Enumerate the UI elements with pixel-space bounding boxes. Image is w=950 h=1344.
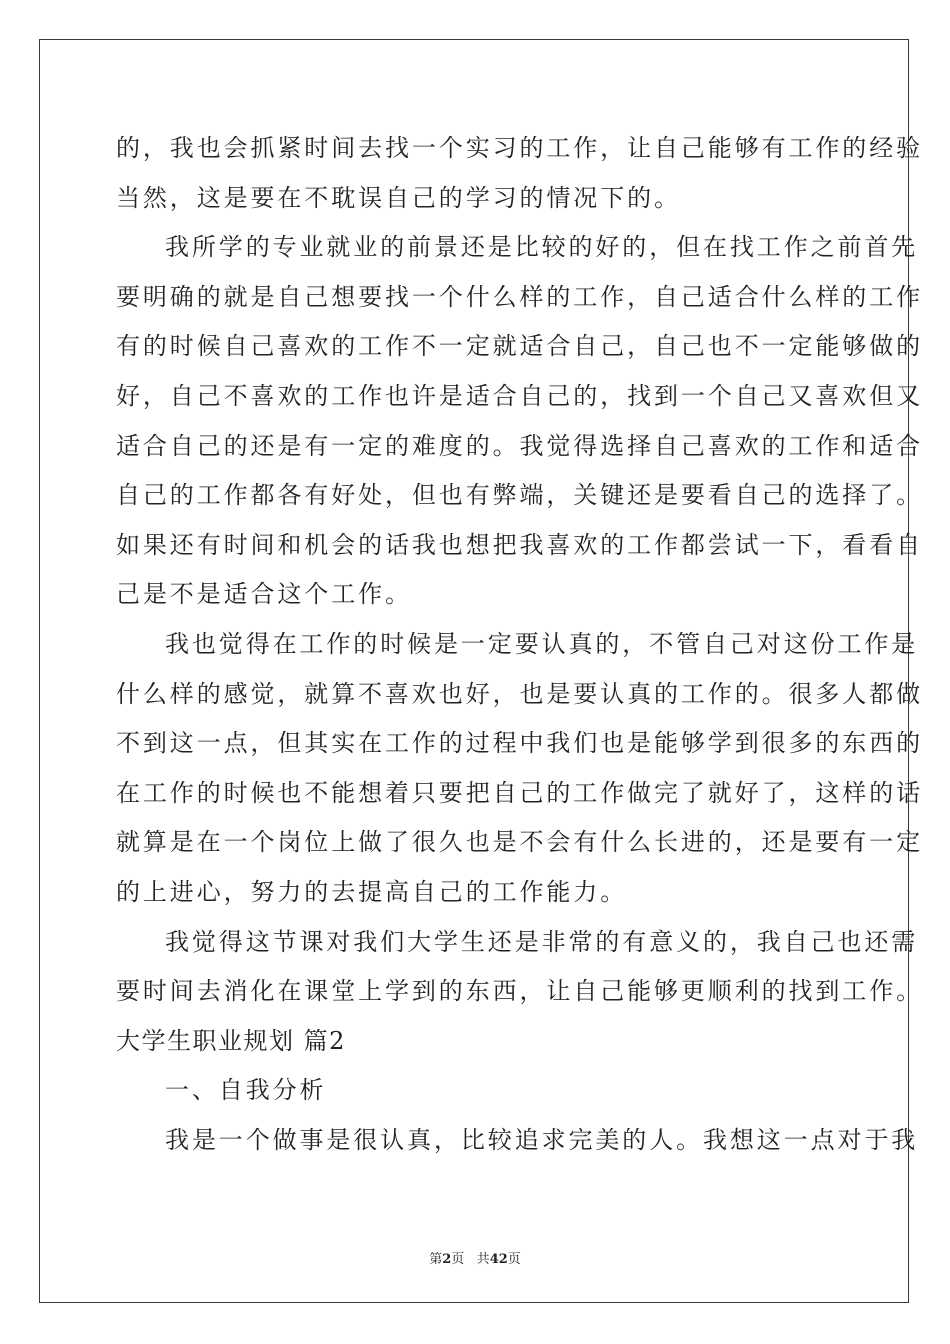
current-page-number: 2: [442, 1252, 452, 1267]
paragraph-start-line: 我所学的专业就业的前景还是比较的好的，但在找工作之前首先: [165, 233, 919, 262]
text-line: 适合自己的还是有一定的难度的。我觉得选择自己喜欢的工作和适合: [116, 431, 923, 460]
text-line: 己是不是适合这个工作。: [116, 580, 412, 609]
text-line: 不到这一点，但其实在工作的过程中我们也是能够学到很多的东西的: [116, 729, 923, 758]
text-line: 在工作的时候也不能想着只要把自己的工作做完了就好了，这样的话: [116, 778, 923, 807]
footer-prefix: 第: [429, 1252, 443, 1267]
text-line: 有的时候自己喜欢的工作不一定就适合自己，自己也不一定能够做的: [116, 332, 923, 361]
footer-total-prefix: 共: [476, 1252, 490, 1267]
section-heading: 大学生职业规划 篇2: [116, 1026, 346, 1055]
total-pages-number: 42: [489, 1252, 508, 1267]
text-line: 的上进心，努力的去提高自己的工作能力。: [116, 877, 628, 906]
text-line: 要明确的就是自己想要找一个什么样的工作，自己适合什么样的工作: [116, 282, 923, 311]
text-line: 什么样的感觉，就算不喜欢也好，也是要认真的工作的。很多人都做: [116, 679, 923, 708]
text-line: 自己的工作都各有好处，但也有弊端，关键还是要看自己的选择了。: [116, 481, 923, 510]
text-line: 就算是在一个岗位上做了很久也是不会有什么长进的，还是要有一定: [116, 828, 923, 857]
document-body: [116, 124, 923, 1165]
footer-total-suffix: 页: [507, 1252, 521, 1267]
page-footer: [0, 1248, 950, 1267]
text-line: 好，自己不喜欢的工作也许是适合自己的，找到一个自己又喜欢但又: [116, 381, 923, 410]
paragraph-start-line: 我是一个做事是很认真，比较追求完美的人。我想这一点对于我: [165, 1125, 919, 1154]
text-line: 当然，这是要在不耽误自己的学习的情况下的。: [116, 183, 681, 212]
paragraph-start-line: 我觉得这节课对我们大学生还是非常的有意义的，我自己也还需: [165, 927, 919, 956]
footer-page-word: 页: [451, 1252, 465, 1267]
text-line: 要时间去消化在课堂上学到的东西，让自己能够更顺利的找到工作。: [116, 977, 923, 1006]
paragraph-start-line: 我也觉得在工作的时候是一定要认真的，不管自己对这份工作是: [165, 629, 919, 658]
text-line: 的，我也会抓紧时间去找一个实习的工作，让自己能够有工作的经验: [116, 134, 923, 162]
subsection-heading: 一、自我分析: [165, 1076, 327, 1105]
text-line: 如果还有时间和机会的话我也想把我喜欢的工作都尝试一下，看看自: [116, 530, 923, 559]
